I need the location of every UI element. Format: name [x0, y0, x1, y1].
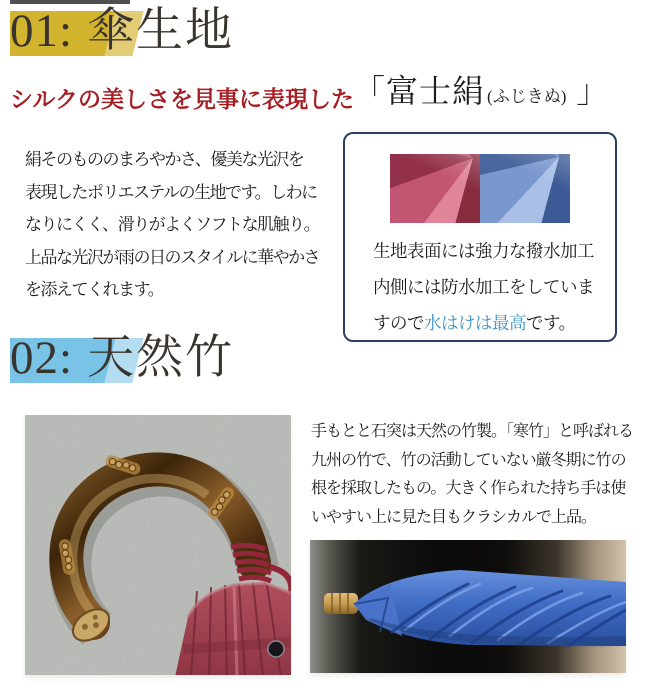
body-line: 九州の竹で、竹の活動していない厳冬期に竹の [311, 451, 626, 469]
body-line: 根を採取したもの。大きく作られた持ち手は使 [311, 480, 626, 498]
body-line: 手もとと石突は天然の竹製。「寒竹」と呼ばれる [311, 423, 634, 440]
body-line: 上品な光沢が雨の日のスタイルに華やかさ [25, 247, 320, 267]
section1-title: 傘生地 [87, 5, 235, 57]
info-line3-suffix: です。 [526, 313, 576, 333]
section1-number: 01: [10, 5, 74, 57]
blue-umbrella-illustration [310, 540, 626, 673]
info-line: 生地表面には強力な撥水加工 [373, 241, 594, 261]
section1-red-subtitle: シルクの美しさを見事に表現した [10, 87, 354, 112]
red-fabric-swatch-image [390, 154, 480, 223]
section2-title: 天然竹 [87, 332, 235, 384]
info-box-text [373, 233, 594, 341]
info-line [373, 305, 594, 341]
blue-umbrella-closed-photo [310, 540, 626, 673]
section1-body [25, 144, 319, 307]
section1-heading [10, 2, 234, 64]
info-line: 内側には防水加工をしていま [373, 277, 594, 297]
section2-number: 02: [10, 332, 74, 384]
body-line: なりにくく、滑りがよくソフトな肌触り。 [25, 215, 320, 234]
heading2-text [10, 329, 234, 387]
product-name-text: 富士絹 [386, 73, 486, 109]
body-line: 表現したポリエステルの生地です。しわに [25, 182, 317, 202]
bamboo-handle-photo [25, 415, 291, 675]
body-line: いやすい上に見た目もクラシカルで上品。 [311, 509, 597, 527]
bamboo-handle-illustration [25, 415, 291, 675]
heading1-text [10, 2, 234, 60]
product-name-ruby: (ふじきぬ) [487, 87, 567, 106]
blue-fabric-swatch-image [480, 154, 570, 223]
section2-heading [10, 329, 234, 391]
fabric-swatches [390, 154, 570, 223]
close-bracket: 」 [576, 73, 609, 109]
info-line3-blue-emphasis: 水はけは最高 [424, 313, 526, 333]
body-line: 絹そのもののまろやかさ、優美な光沢を [25, 150, 304, 169]
section2-body [311, 418, 633, 533]
water-repellent-info-box [343, 132, 617, 342]
fabric-product-name [353, 66, 608, 113]
body-line: を添えてくれます。 [25, 280, 164, 299]
open-bracket: 「 [353, 73, 387, 109]
info-line3-prefix: すので [373, 313, 424, 333]
